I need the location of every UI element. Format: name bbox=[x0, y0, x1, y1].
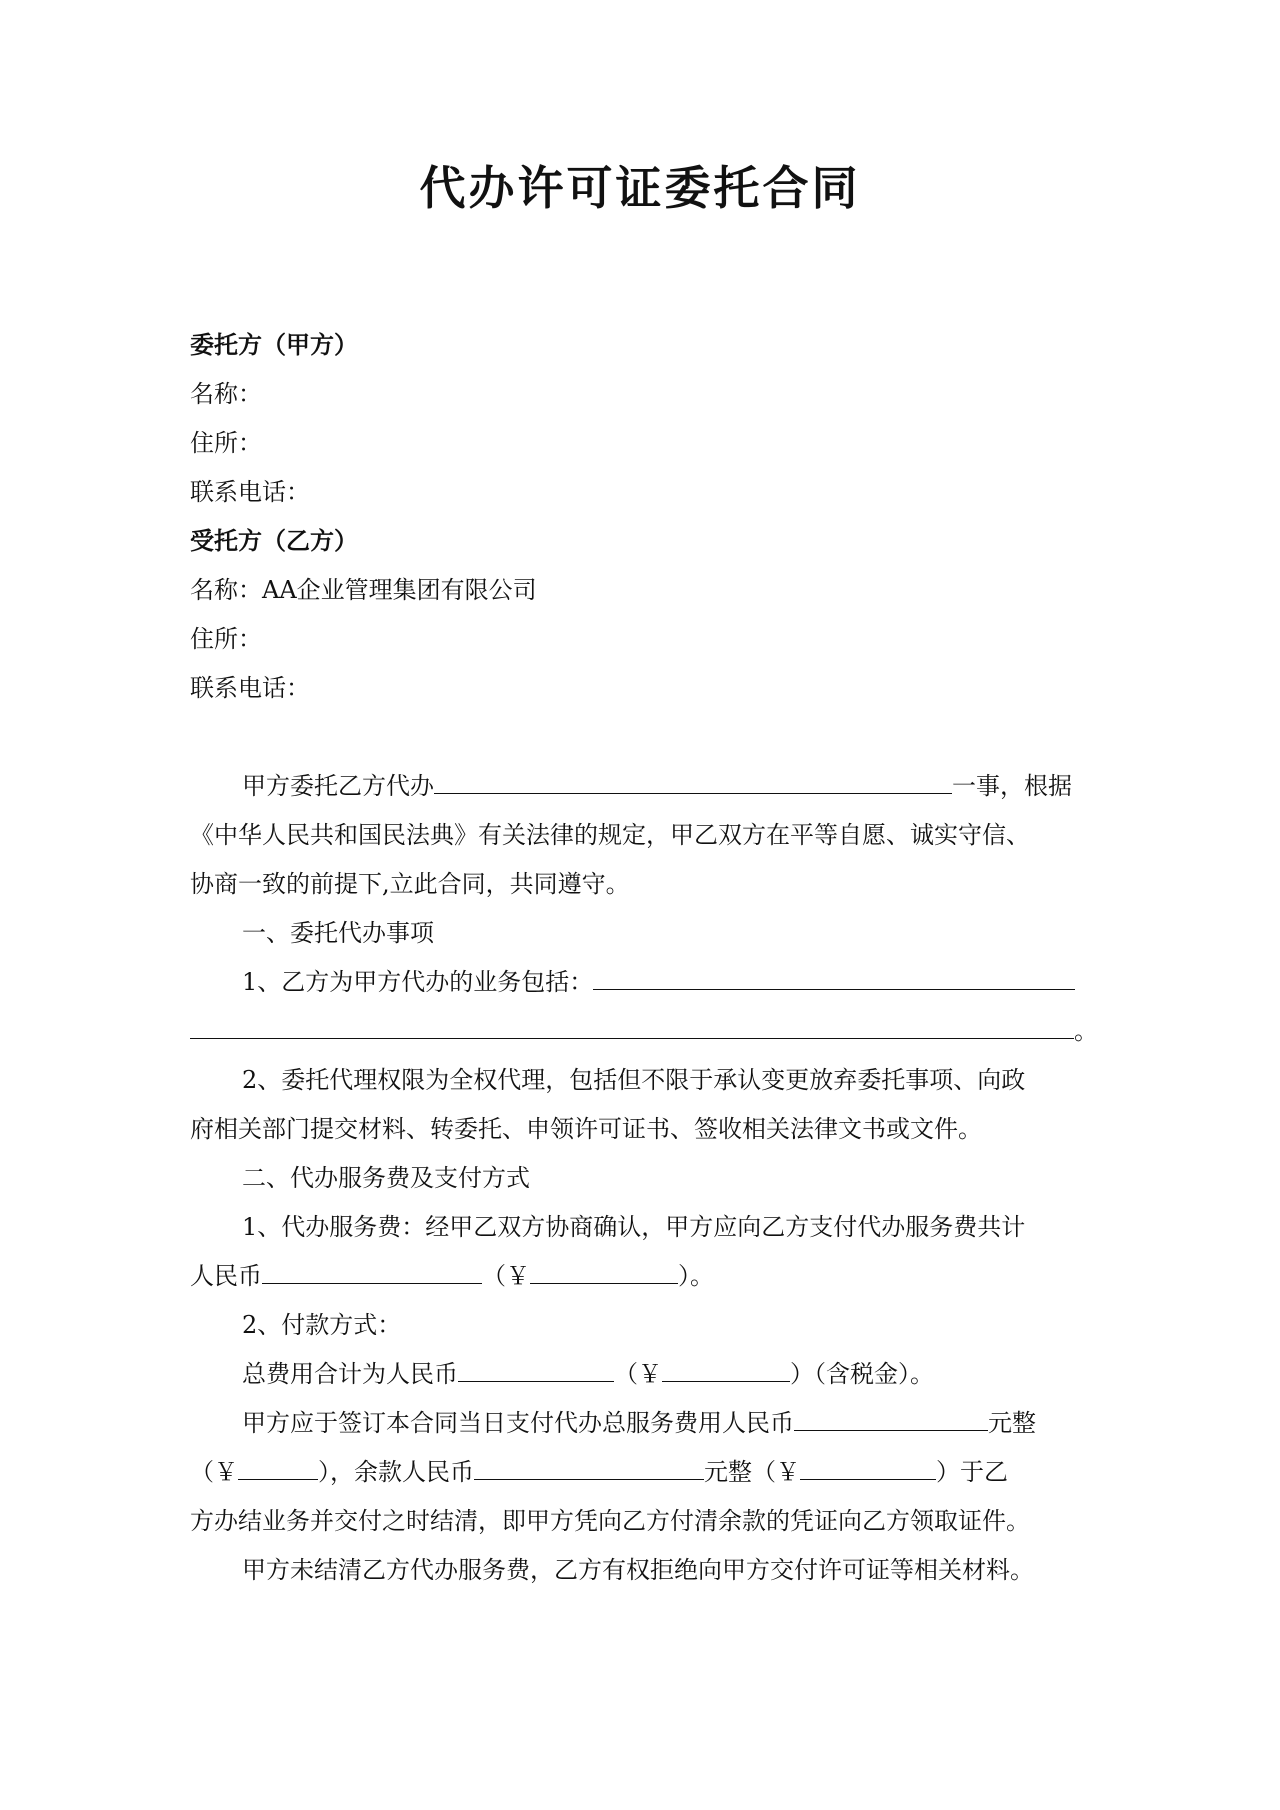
party-b-phone-label: 联系电话： bbox=[190, 674, 310, 702]
fee-rmb-label: 人民币 bbox=[190, 1262, 262, 1290]
fee-close: ）。 bbox=[678, 1262, 714, 1290]
entrusted-matter-blank bbox=[434, 769, 952, 794]
party-b-name-row bbox=[190, 573, 537, 607]
preamble-line-2: 《中华人民共和国民法典》有关法律的规定，甲乙双方在平等自愿、诚实守信、 bbox=[190, 821, 1030, 849]
fee-yen-open: （￥ bbox=[482, 1262, 530, 1290]
first-payment-words-blank bbox=[794, 1406, 988, 1431]
item-1-text: 1、乙方为甲方代办的业务包括： bbox=[242, 968, 594, 996]
item-1-continuation bbox=[190, 1014, 1098, 1048]
party-a-address-label: 住所： bbox=[190, 429, 262, 457]
unpaid-clause: 甲方未结清乙方代办服务费，乙方有权拒绝向甲方交付许可证等相关材料。 bbox=[242, 1556, 1034, 1584]
party-b-heading: 受托方（乙方） bbox=[190, 526, 358, 555]
preamble-text-b: 一事，根据 bbox=[952, 772, 1072, 800]
item-2-line-2: 府相关部门提交材料、转委托、申领许可证书、签收相关法律文书或文件。 bbox=[190, 1115, 982, 1143]
payment-line-2 bbox=[190, 1455, 1008, 1489]
total-fee-yen-open: （￥ bbox=[614, 1360, 662, 1388]
payment-method-heading: 2、付款方式： bbox=[242, 1311, 402, 1339]
total-fee-number-blank bbox=[662, 1357, 790, 1382]
preamble-text-a: 甲方委托乙方代办 bbox=[242, 772, 434, 800]
party-a-phone-label: 联系电话： bbox=[190, 478, 310, 506]
item-1-end: 。 bbox=[1074, 1017, 1098, 1045]
balance-number-blank bbox=[800, 1455, 936, 1480]
payment-balance-yen: 元整（￥ bbox=[704, 1458, 800, 1486]
item-1-line bbox=[242, 965, 1075, 999]
item-2-line-1: 2、委托代理权限为全权代理，包括但不限于承认变更放弃委托事项、向政 bbox=[242, 1066, 1026, 1094]
business-scope-blank-1 bbox=[593, 965, 1075, 990]
party-b-address-label: 住所： bbox=[190, 625, 262, 653]
party-b-name-label: 名称： bbox=[190, 576, 262, 604]
payment-yen-open: （￥ bbox=[190, 1458, 238, 1486]
document-title: 代办许可证委托合同 bbox=[419, 161, 861, 215]
total-fee-close: ）（含税金）。 bbox=[790, 1360, 934, 1388]
balance-words-blank bbox=[474, 1455, 704, 1480]
payment-balance-label: ），余款人民币 bbox=[318, 1458, 474, 1486]
total-fee-label: 总费用合计为人民币 bbox=[242, 1360, 458, 1388]
party-a-name-label: 名称： bbox=[190, 380, 262, 408]
party-b-name-value: AA企业管理集团有限公司 bbox=[262, 576, 537, 604]
fee-line-2 bbox=[190, 1259, 714, 1293]
preamble-line-1 bbox=[242, 769, 1072, 803]
payment-text-a: 甲方应于签订本合同当日支付代办总服务费用人民币 bbox=[242, 1409, 794, 1437]
business-scope-blank-2 bbox=[190, 1014, 1074, 1039]
first-payment-number-blank bbox=[238, 1455, 318, 1480]
payment-text-b: 元整 bbox=[988, 1409, 1036, 1437]
payment-line-3: 方办结业务并交付之时结清，即甲方凭向乙方付清余款的凭证向乙方领取证件。 bbox=[190, 1507, 1030, 1535]
total-fee-words-blank bbox=[458, 1357, 614, 1382]
payment-line-1 bbox=[242, 1406, 1036, 1440]
section-1-heading: 一、委托代办事项 bbox=[242, 919, 434, 947]
fee-amount-words-blank bbox=[262, 1259, 482, 1284]
total-fee-line bbox=[242, 1357, 934, 1391]
fee-line-1: 1、代办服务费：经甲乙双方协商确认，甲方应向乙方支付代办服务费共计 bbox=[242, 1213, 1026, 1241]
party-a-heading: 委托方（甲方） bbox=[190, 330, 358, 359]
preamble-line-3: 协商一致的前提下,立此合同，共同遵守。 bbox=[190, 870, 630, 898]
payment-balance-close: ）于乙 bbox=[936, 1458, 1008, 1486]
fee-amount-number-blank bbox=[530, 1259, 678, 1284]
section-2-heading: 二、代办服务费及支付方式 bbox=[242, 1164, 530, 1192]
